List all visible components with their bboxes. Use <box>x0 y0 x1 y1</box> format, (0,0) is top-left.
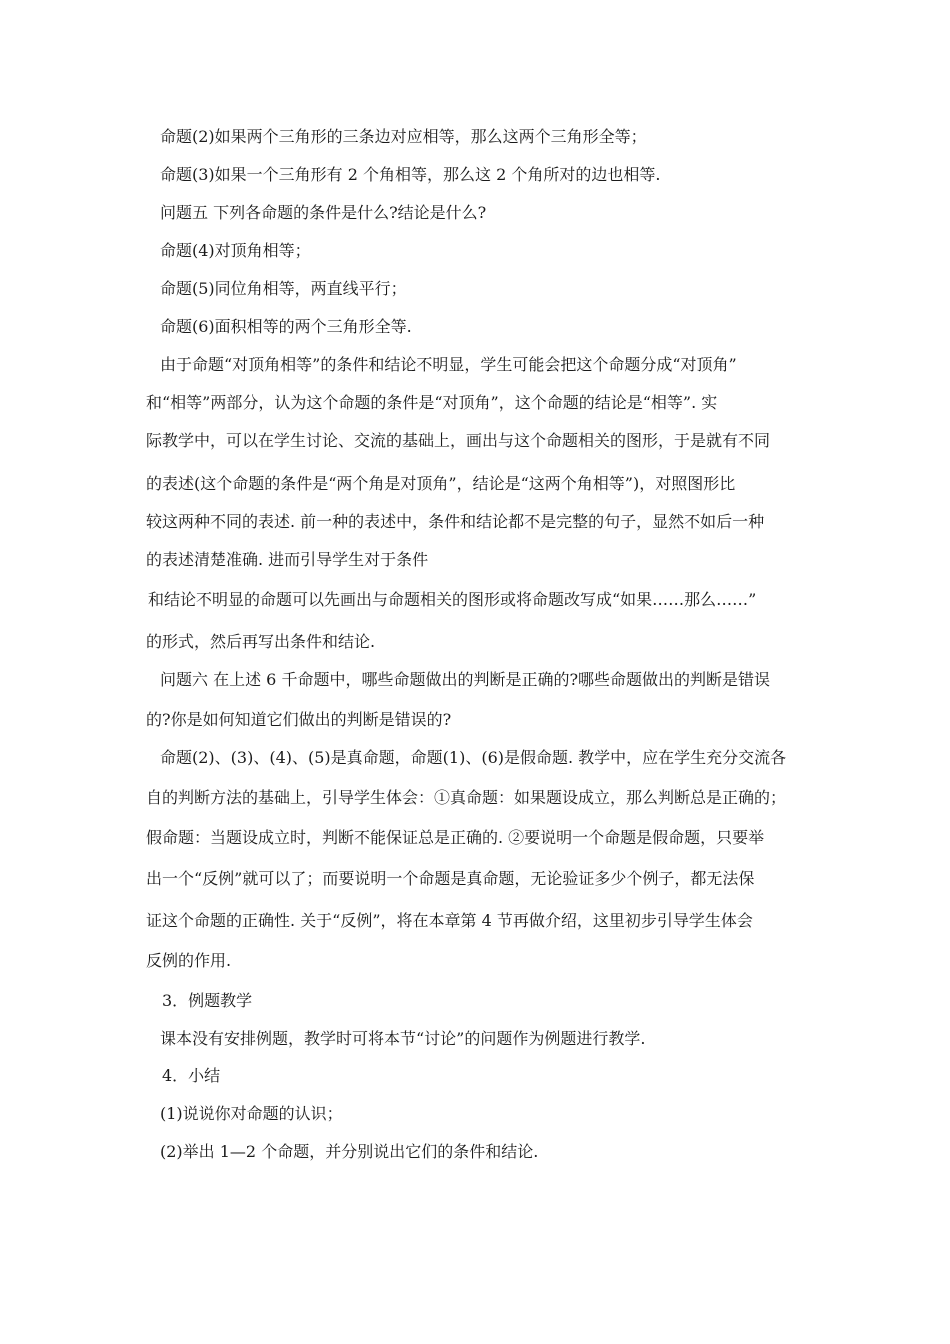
text-line: 际教学中，可以在学生讨论、交流的基础上，画出与这个命题相关的图形，于是就有不同 <box>146 431 771 450</box>
section-heading: 3．例题教学 <box>162 991 253 1010</box>
text-line: 由于命题“对顶角相等”的条件和结论不明显，学生可能会把这个命题分成“对顶角” <box>160 355 737 374</box>
text-line: 假命题：当题设成立时，判断不能保证总是正确的. ②要说明一个命题是假命题，只要举 <box>146 828 765 847</box>
text-line: 命题(5)同位角相等，两直线平行； <box>160 279 407 298</box>
text-line: 和结论不明显的命题可以先画出与命题相关的图形或将命题改写成“如果……那么……” <box>148 590 757 609</box>
text-line: 命题(6)面积相等的两个三角形全等. <box>160 317 412 336</box>
text-line: 命题(2)、(3)、(4)、(5)是真命题，命题(1)、(6)是假命题. 教学中，应在学生充分交流各 <box>160 748 787 767</box>
text-line: 较这两种不同的表述. 前一种的表述中，条件和结论都不是完整的句子，显然不如后一种 <box>146 512 765 531</box>
text-line: 命题(2)如果两个三角形的三条边对应相等，那么这两个三角形全等； <box>160 127 647 146</box>
text-line: (1)说说你对命题的认识； <box>160 1104 343 1123</box>
text-line: 问题六 在上述 6 千命题中，哪些命题做出的判断是正确的?哪些命题做出的判断是错误 <box>160 670 771 689</box>
text-line: 的?你是如何知道它们做出的判断是错误的? <box>146 710 452 729</box>
text-line: 的形式，然后再写出条件和结论. <box>146 632 376 651</box>
text-line: 反例的作用. <box>146 951 232 970</box>
text-line: 证这个命题的正确性. 关于“反例”，将在本章第 4 节再做介绍，这里初步引导学生体会 <box>146 911 753 930</box>
text-line: 课本没有安排例题，教学时可将本节“讨论”的问题作为例题进行教学. <box>160 1029 646 1048</box>
section-heading: 4．小结 <box>162 1066 221 1085</box>
text-line: 命题(4)对顶角相等； <box>160 241 311 260</box>
text-line: 出一个“反例”就可以了；而要说明一个命题是真命题，无论验证多少个例子，都无法保 <box>146 869 755 888</box>
text-line: 问题五 下列各命题的条件是什么?结论是什么? <box>160 203 487 222</box>
text-line: 自的判断方法的基础上，引导学生体会：①真命题：如果题设成立，那么判断总是正确的； <box>146 788 787 807</box>
text-line: 的表述清楚准确. 进而引导学生对于条件 <box>146 550 429 569</box>
text-line: 的表述(这个命题的条件是“两个角是对顶角”，结论是“这两个角相等”)，对照图形比 <box>146 474 736 493</box>
text-line: 命题(3)如果一个三角形有 2 个角相等，那么这 2 个角所对的边也相等. <box>160 165 661 184</box>
text-line: (2)举出 1—2 个命题，并分别说出它们的条件和结论. <box>160 1142 539 1161</box>
text-line: 和“相等”两部分，认为这个命题的条件是“对顶角”，这个命题的结论是“相等”. 实 <box>146 393 718 412</box>
